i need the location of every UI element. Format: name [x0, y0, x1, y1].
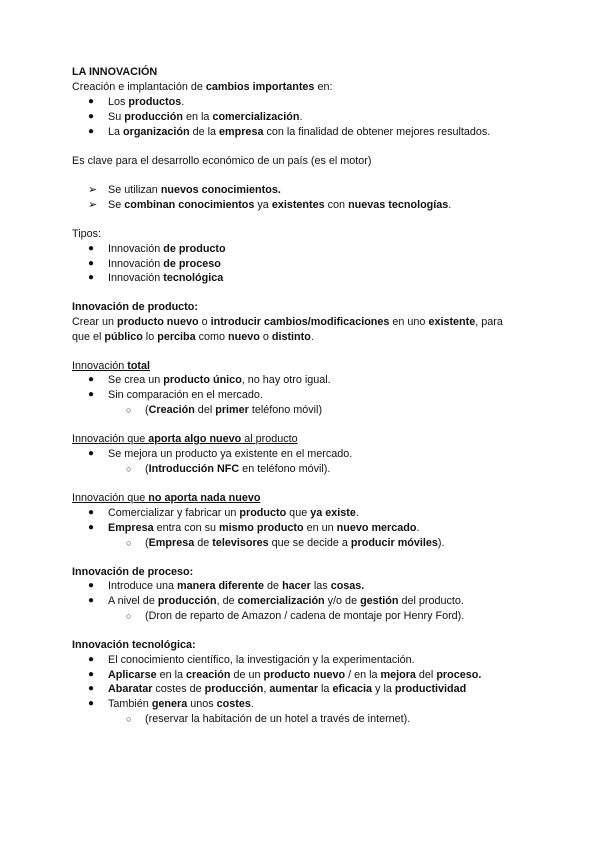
- text-run: existentes: [271, 199, 325, 211]
- text-run: Creación e implantación de: [72, 81, 206, 93]
- text-run: / en la: [345, 669, 381, 681]
- bullet-icon: ●: [88, 595, 95, 606]
- text-run: costes: [216, 698, 251, 710]
- text-run: de la: [189, 126, 220, 138]
- list-item: [108, 242, 226, 256]
- text-run: de un: [230, 669, 264, 681]
- text-run: como: [195, 331, 229, 343]
- text-run: y/o de: [324, 595, 361, 607]
- text-run: tecnológica: [163, 272, 224, 284]
- text-run: productos: [128, 96, 182, 108]
- text-run: del: [194, 404, 216, 416]
- text-run: producción: [124, 111, 184, 123]
- text-run: distinto: [271, 331, 311, 343]
- circle-bullet-icon: ○: [126, 538, 132, 548]
- text-run: (: [145, 537, 149, 549]
- text-run: producir móviles: [350, 537, 438, 549]
- text-run: ).: [437, 537, 445, 549]
- text-line: [72, 491, 260, 505]
- text-run: de producto: [163, 243, 226, 255]
- bullet-icon: ●: [88, 654, 95, 665]
- text-run: (: [145, 463, 149, 475]
- text-run: Innovación: [72, 360, 128, 372]
- text-run: Se: [108, 199, 125, 211]
- text-run: (Dron de reparto de Amazon / cadena de montaje por Henry Ford).: [145, 610, 465, 622]
- text-run: productividad: [394, 683, 467, 695]
- text-run: nuevas tecnologías: [348, 199, 449, 211]
- text-run: unos: [187, 698, 217, 710]
- bullet-icon: ●: [88, 669, 95, 680]
- text-run: Es clave para el desarrollo económico de un país (es el motor): [72, 155, 372, 167]
- arrow-bullet-icon: ➢: [88, 199, 98, 211]
- list-item: [108, 125, 490, 139]
- text-run: genera: [151, 698, 188, 710]
- text-run: que: [286, 507, 311, 519]
- list-item: [108, 447, 352, 461]
- page-title: [72, 65, 157, 79]
- text-run: primer: [215, 404, 249, 416]
- text-run: Abaratar: [108, 683, 153, 695]
- text-run: Su: [108, 111, 125, 123]
- text-run: del: [415, 669, 437, 681]
- text-run: en:: [314, 81, 333, 93]
- text-run: , de: [216, 595, 238, 607]
- list-item: [108, 697, 254, 711]
- text-run: Innovación de proceso:: [72, 566, 194, 578]
- list-item: [108, 506, 359, 520]
- list-item: [108, 653, 415, 667]
- text-run: Innovación: [108, 272, 164, 284]
- text-line: [72, 80, 332, 94]
- text-run: que el: [72, 331, 105, 343]
- text-run: Crear un: [72, 316, 118, 328]
- bullet-icon: ●: [88, 374, 95, 385]
- text-run: .: [299, 111, 303, 123]
- bullet-icon: ●: [88, 96, 95, 107]
- list-item: [108, 271, 223, 285]
- bullet-icon: ●: [88, 243, 95, 254]
- text-run: producción: [204, 683, 264, 695]
- text-run: Comercializar y fabricar un: [108, 507, 240, 519]
- text-run: proceso.: [436, 669, 482, 681]
- text-run: entra con su: [153, 522, 220, 534]
- text-run: de proceso: [163, 258, 221, 270]
- text-line: [72, 565, 193, 579]
- text-run: cosas.: [330, 580, 365, 592]
- text-run: que se decide a: [268, 537, 351, 549]
- circle-bullet-icon: ○: [126, 405, 132, 415]
- list-item: [108, 668, 481, 682]
- text-run: producto: [239, 507, 287, 519]
- text-run: combinan conocimientos: [124, 199, 255, 211]
- text-run: teléfono móvil): [248, 404, 323, 416]
- text-run: .: [250, 698, 254, 710]
- text-run: Innovación: [108, 243, 164, 255]
- text-run: en un: [303, 522, 337, 534]
- text-run: .: [181, 96, 185, 108]
- text-run: costes de: [152, 683, 205, 695]
- text-run: ya existe: [310, 507, 356, 519]
- list-item: [108, 198, 451, 212]
- text-run: con la finalidad de obtener mejores resultados.: [263, 126, 491, 138]
- bullet-icon: ●: [88, 448, 95, 459]
- text-run: producto nuevo: [263, 669, 346, 681]
- text-run: o: [259, 331, 272, 343]
- text-run: organización: [123, 126, 190, 138]
- text-line: [72, 638, 196, 652]
- circle-bullet-icon: ○: [126, 611, 132, 621]
- text-run: producto nuevo: [117, 316, 199, 328]
- list-item: [145, 609, 464, 623]
- text-run: Se utilizan: [108, 184, 161, 196]
- text-run: Creación: [148, 404, 195, 416]
- text-run: mejora: [380, 669, 416, 681]
- text-run: Innovación que: [72, 492, 149, 504]
- text-run: Empresa: [148, 537, 195, 549]
- text-run: Innovación que: [72, 433, 149, 445]
- text-run: en teléfono móvil).: [239, 463, 331, 475]
- text-line: [72, 359, 150, 373]
- text-line: [72, 227, 101, 241]
- text-run: (: [145, 404, 149, 416]
- text-run: .: [448, 199, 452, 211]
- text-run: manera diferente: [177, 580, 265, 592]
- text-run: Tipos:: [72, 228, 102, 240]
- text-run: perciba: [157, 331, 196, 343]
- list-item: [145, 462, 330, 476]
- text-run: introducir cambios/modificaciones: [210, 316, 390, 328]
- text-run: las: [310, 580, 331, 592]
- text-run: Aplicarse: [108, 669, 157, 681]
- text-run: Se crea un: [108, 374, 164, 386]
- text-run: de: [194, 537, 213, 549]
- list-item: [108, 594, 464, 608]
- text-run: televisores: [212, 537, 269, 549]
- text-run: Innovación tecnológica:: [72, 639, 196, 651]
- text-run: al producto: [241, 433, 298, 445]
- text-run: Los: [108, 96, 129, 108]
- text-run: creación: [186, 669, 231, 681]
- text-run: nuevo: [228, 331, 260, 343]
- text-run: existente: [428, 316, 476, 328]
- list-item: [108, 373, 331, 387]
- list-item: [108, 682, 466, 696]
- text-run: (reservar la habitación de un hotel a través de internet).: [145, 713, 411, 725]
- list-item: [108, 110, 302, 124]
- list-item: [145, 536, 445, 550]
- bullet-icon: ●: [88, 580, 95, 591]
- text-run: nuevo mercado: [336, 522, 417, 534]
- text-line: [72, 432, 298, 446]
- bullet-icon: ●: [88, 507, 95, 518]
- text-run: empresa: [219, 126, 264, 138]
- text-run: Se mejora un producto ya existente en el mercado.: [108, 448, 353, 460]
- bullet-icon: ●: [88, 126, 95, 137]
- text-run: producción: [157, 595, 217, 607]
- text-run: del producto.: [398, 595, 464, 607]
- bullet-icon: ●: [88, 272, 95, 283]
- text-run: gestión: [360, 595, 399, 607]
- text-run: , para: [475, 316, 503, 328]
- list-item: [145, 712, 410, 726]
- text-run: Introducción NFC: [148, 463, 240, 475]
- text-run: total: [127, 360, 151, 372]
- text-run: la: [318, 683, 333, 695]
- text-run: aporta algo nuevo: [148, 433, 242, 445]
- circle-bullet-icon: ○: [126, 464, 132, 474]
- text-run: Empresa: [108, 522, 154, 534]
- text-run: eficacia: [332, 683, 373, 695]
- text-line: [72, 315, 503, 329]
- list-item: [108, 183, 281, 197]
- text-run: comercialización: [212, 111, 300, 123]
- text-run: en la: [183, 111, 213, 123]
- text-run: en la: [156, 669, 187, 681]
- text-run: Innovación: [108, 258, 164, 270]
- text-run: Introduce una: [108, 580, 178, 592]
- text-run: También: [108, 698, 152, 710]
- text-run: Innovación de producto:: [72, 301, 198, 313]
- text-run: producto único: [163, 374, 242, 386]
- text-run: hacer: [282, 580, 311, 592]
- list-item: [108, 388, 263, 402]
- bullet-icon: ●: [88, 698, 95, 709]
- text-run: .: [310, 331, 314, 343]
- arrow-bullet-icon: ➢: [88, 184, 98, 196]
- text-line: [72, 154, 371, 168]
- text-run: .: [416, 522, 420, 534]
- list-item: [108, 521, 419, 535]
- text-run: o: [198, 316, 211, 328]
- text-line: [72, 330, 314, 344]
- text-run: , no hay otro igual.: [241, 374, 331, 386]
- text-run: Sin comparación en el mercado.: [108, 389, 263, 401]
- text-run: LA INNOVACIÓN: [72, 66, 158, 78]
- text-line: [72, 300, 198, 314]
- list-item: [108, 95, 184, 109]
- text-run: mismo producto: [219, 522, 304, 534]
- text-run: no aporta nada nuevo: [148, 492, 261, 504]
- bullet-icon: ●: [88, 389, 95, 400]
- text-run: comercialización: [237, 595, 325, 607]
- circle-bullet-icon: ○: [126, 714, 132, 724]
- text-run: cambios importantes: [205, 81, 315, 93]
- text-run: A nivel de: [108, 595, 158, 607]
- text-run: El conocimiento científico, la investigación y la experimentación.: [108, 654, 415, 666]
- list-item: [108, 257, 221, 271]
- text-run: nuevos conocimientos.: [160, 184, 281, 196]
- text-run: con: [324, 199, 349, 211]
- text-run: .: [355, 507, 359, 519]
- text-run: lo: [142, 331, 158, 343]
- bullet-icon: ●: [88, 683, 95, 694]
- bullet-icon: ●: [88, 111, 95, 122]
- text-run: público: [104, 331, 143, 343]
- text-run: aumentar: [269, 683, 319, 695]
- bullet-icon: ●: [88, 258, 95, 269]
- list-item: [108, 579, 364, 593]
- text-run: de: [264, 580, 283, 592]
- bullet-icon: ●: [88, 522, 95, 533]
- text-run: en uno: [389, 316, 429, 328]
- text-run: La: [108, 126, 124, 138]
- text-run: y la: [372, 683, 395, 695]
- list-item: [145, 403, 322, 417]
- text-run: ,: [263, 683, 270, 695]
- text-run: ya: [254, 199, 272, 211]
